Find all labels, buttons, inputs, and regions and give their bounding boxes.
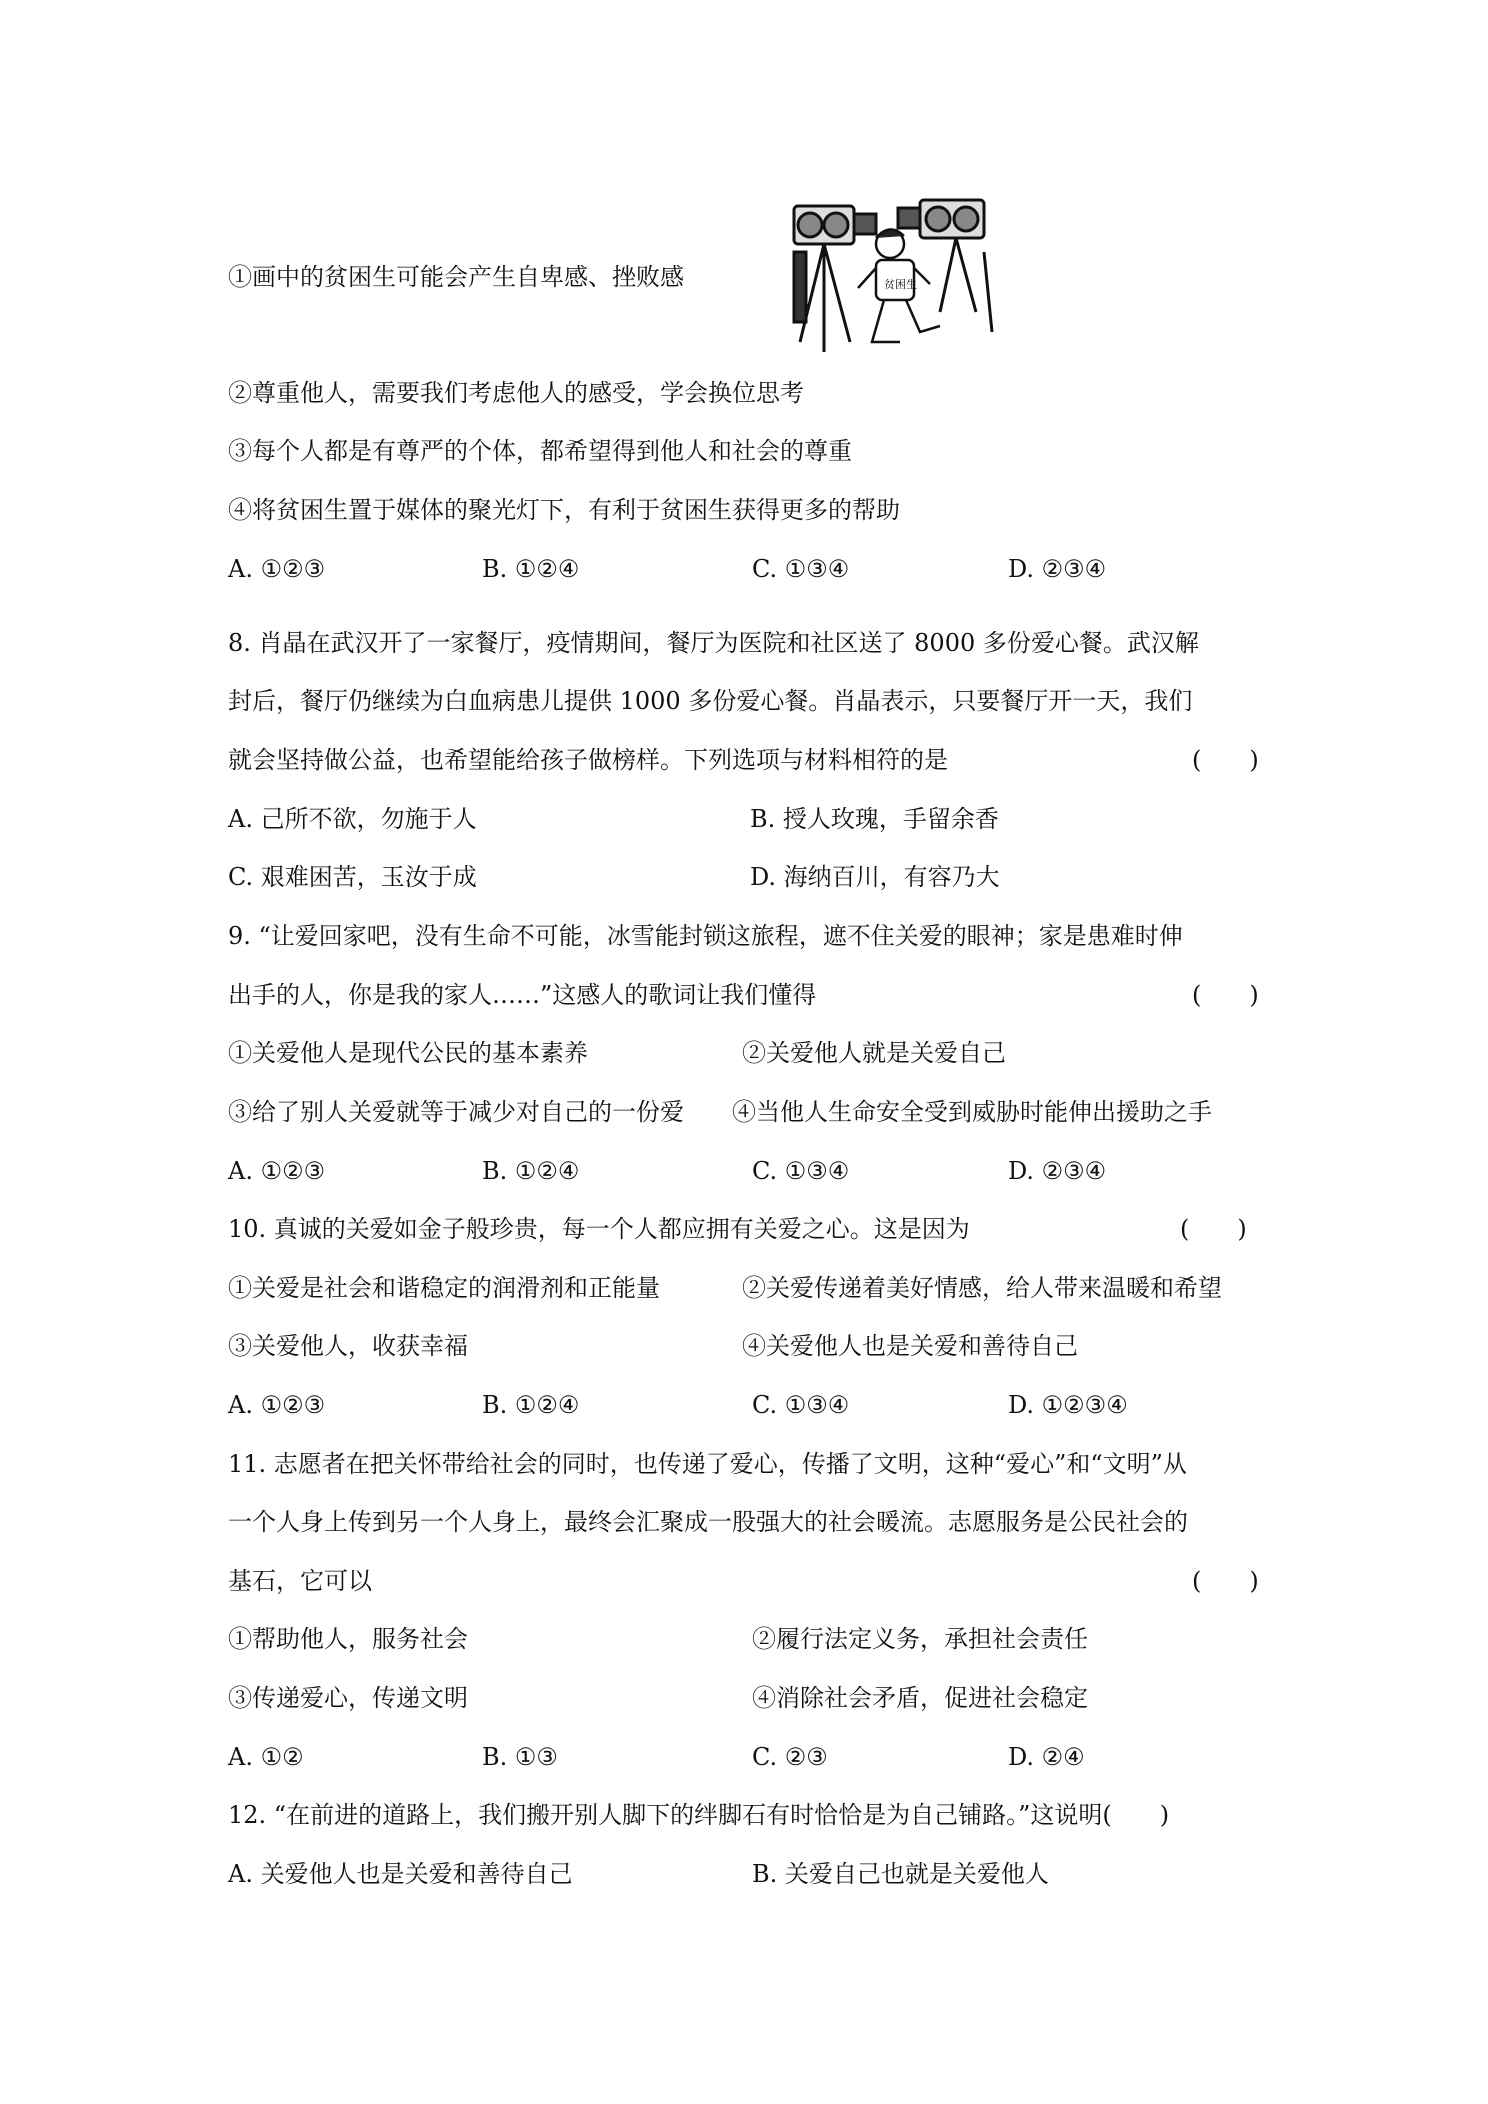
q9-option-2: ②关爱他人就是关爱自己	[742, 1039, 1006, 1067]
q10-stem-line-1: 10. 真诚的关爱如金子般珍贵，每一个人都应拥有关爱之心。这是因为	[228, 1215, 970, 1243]
q10-option-3: ③关爱他人，收获幸福	[228, 1332, 468, 1360]
q9-stem-line-2: 出手的人，你是我的家人……”这感人的歌词让我们懂得	[228, 981, 817, 1009]
q8-choice-a: A. 己所不欲，勿施于人	[228, 805, 477, 833]
q11-option-2: ②履行法定义务，承担社会责任	[752, 1625, 1088, 1653]
q8-stem-line-1: 8. 肖晶在武汉开了一家餐厅，疫情期间，餐厅为医院和社区送了 8000 多份爱心餐。武汉解	[228, 629, 1199, 657]
q8-choice-d: D. 海纳百川，有容乃大	[750, 863, 1000, 891]
figure-label: 贫困生	[884, 278, 917, 291]
q10-option-1: ①关爱是社会和谐稳定的润滑剂和正能量	[228, 1274, 660, 1302]
q10-choice-b: B. ①②④	[482, 1391, 580, 1419]
q7-option-2: ②尊重他人，需要我们考虑他人的感受，学会换位思考	[228, 379, 804, 407]
q7-choice-b: B. ①②④	[482, 555, 580, 583]
q7-option-3: ③每个人都是有尊严的个体，都希望得到他人和社会的尊重	[228, 437, 852, 465]
q9-option-4: ④当他人生命安全受到威胁时能伸出援助之手	[732, 1098, 1212, 1126]
q10-answer-blank: ( )	[1180, 1215, 1247, 1243]
q9-choice-a: A. ①②③	[228, 1157, 326, 1185]
q7-option-1: ①画中的贫困生可能会产生自卑感、挫败感	[228, 263, 684, 291]
q9-option-1: ①关爱他人是现代公民的基本素养	[228, 1039, 588, 1067]
q11-choice-a: A. ①②	[228, 1743, 304, 1771]
q11-stem-line-2: 一个人身上传到另一个人身上，最终会汇聚成一股强大的社会暖流。志愿服务是公民社会的	[228, 1508, 1188, 1536]
q11-stem-line-1: 11. 志愿者在把关怀带给社会的同时，也传递了爱心，传播了文明，这种“爱心”和“文明”从	[228, 1450, 1187, 1478]
q8-answer-blank: ( )	[1192, 746, 1259, 774]
q7-option-4: ④将贫困生置于媒体的聚光灯下，有利于贫困生获得更多的帮助	[228, 496, 900, 524]
q12-choice-a: A. 关爱他人也是关爱和善待自己	[228, 1860, 573, 1888]
q11-stem-line-3: 基石，它可以	[228, 1567, 372, 1595]
q11-option-4: ④消除社会矛盾，促进社会稳定	[752, 1684, 1088, 1712]
q9-choice-d: D. ②③④	[1008, 1157, 1107, 1185]
q9-stem-line-1: 9. “让爱回家吧，没有生命不可能，冰雪能封锁这旅程，遮不住关爱的眼神；家是患难时伸	[228, 922, 1183, 950]
q10-choice-c: C. ①③④	[752, 1391, 850, 1419]
q9-answer-blank: ( )	[1192, 981, 1259, 1009]
q8-stem-line-3: 就会坚持做公益，也希望能给孩子做榜样。下列选项与材料相符的是	[228, 746, 948, 774]
q9-option-3: ③给了别人关爱就等于减少对自己的一份爱	[228, 1098, 684, 1126]
q11-option-1: ①帮助他人，服务社会	[228, 1625, 468, 1653]
q7-choice-d: D. ②③④	[1008, 555, 1107, 583]
q7-choice-a: A. ①②③	[228, 555, 326, 583]
q12-choice-b: B. 关爱自己也就是关爱他人	[752, 1860, 1049, 1888]
q9-choice-c: C. ①③④	[752, 1157, 850, 1185]
q9-choice-b: B. ①②④	[482, 1157, 580, 1185]
q8-choice-b: B. 授人玫瑰，手留余香	[750, 805, 999, 833]
q7-choice-c: C. ①③④	[752, 555, 850, 583]
q11-choice-b: B. ①③	[482, 1743, 558, 1771]
q11-option-3: ③传递爱心，传递文明	[228, 1684, 468, 1712]
q11-choice-d: D. ②④	[1008, 1743, 1085, 1771]
q10-option-4: ④关爱他人也是关爱和善待自己	[742, 1332, 1078, 1360]
q10-choice-d: D. ①②③④	[1008, 1391, 1128, 1419]
q11-answer-blank: ( )	[1192, 1567, 1259, 1595]
q10-choice-a: A. ①②③	[228, 1391, 326, 1419]
camera-cartoon-figure	[780, 192, 1000, 364]
q8-stem-line-2: 封后，餐厅仍继续为白血病患儿提供 1000 多份爱心餐。肖晶表示，只要餐厅开一天，我们	[228, 687, 1193, 715]
q10-option-2: ②关爱传递着美好情感，给人带来温暖和希望	[742, 1274, 1222, 1302]
q8-choice-c: C. 艰难困苦，玉汝于成	[228, 863, 477, 891]
q11-choice-c: C. ②③	[752, 1743, 828, 1771]
q12-stem-line-1: 12. “在前进的道路上，我们搬开别人脚下的绊脚石有时恰恰是为自己铺路。”这说明( )	[228, 1801, 1170, 1829]
